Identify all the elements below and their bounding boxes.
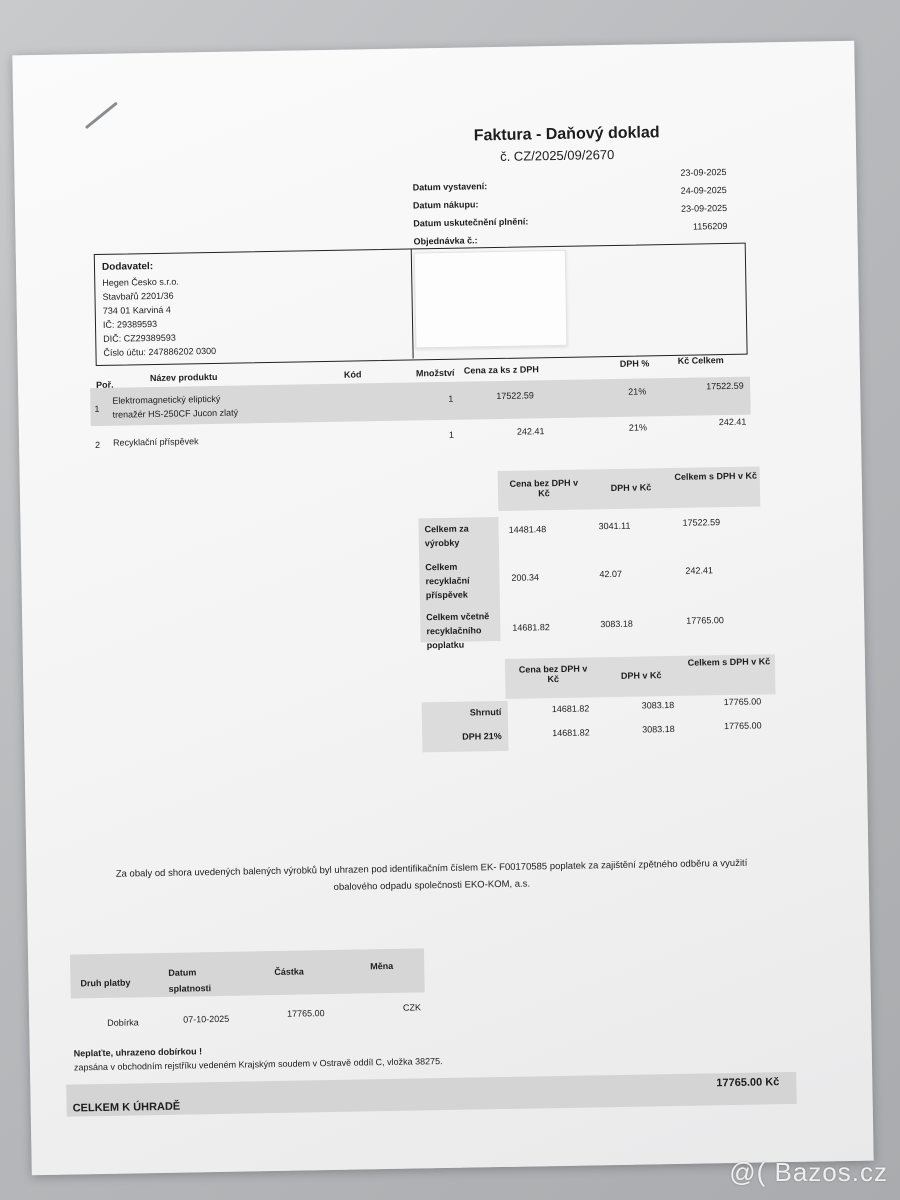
col-header-qty: Množství	[415, 367, 455, 379]
summary2-col-header: Celkem s DPH v Kč	[687, 656, 771, 668]
summary2-col-header: DPH v Kč	[620, 670, 662, 681]
row-total: 17522.59	[706, 380, 744, 392]
summary1-cell: 3041.11	[598, 520, 631, 532]
supplier-line: IČ: 29389593	[102, 318, 158, 330]
col-header-total: Kč Celkem	[677, 355, 724, 366]
registry-note: zapsána v obchodním rejstříku vedeném Krajským soudem v Ostravě oddíl C, vložka 38275.	[73, 1056, 443, 1073]
row-position: 1	[94, 403, 100, 415]
supplier-line: Stavbařů 2201/36	[102, 290, 174, 302]
summary1-cell: 3083.18	[600, 618, 633, 630]
summary1-cell: 242.41	[685, 565, 714, 576]
summary1-cell: 200.34	[511, 572, 540, 583]
col-header-product: Název produktu	[149, 371, 218, 384]
supplier-line: DIČ: CZ29389593	[103, 332, 176, 344]
row-position: 2	[95, 439, 101, 451]
supplier-line: 734 01 Karviná 4	[102, 304, 171, 316]
summary2-cell: 17765.00	[723, 696, 762, 708]
invoice-paper	[12, 41, 873, 1176]
summary2-row-label: Shrnutí	[469, 706, 502, 718]
invoice-title: Faktura - Daňový doklad	[473, 124, 660, 145]
summary1-cell: 14681.82	[512, 622, 550, 633]
row-product-name: Elektromagnetický eliptický	[112, 393, 221, 406]
payment-type: Dobírka	[107, 1017, 139, 1028]
row-vat: 21%	[628, 386, 647, 397]
bazos-watermark: @( Bazos.cz	[729, 1157, 888, 1187]
redaction-sticker	[414, 250, 568, 349]
meta-value: 23-09-2025	[680, 202, 728, 214]
summary1-row-label: Celkem recyklační příspěvek	[425, 561, 470, 601]
total-value: 17765.00 Kč	[716, 1076, 780, 1090]
summary1-col-header: DPH v Kč	[610, 482, 652, 494]
payment-amount: 17765.00	[286, 1008, 325, 1019]
meta-label: Objednávka č.:	[413, 235, 478, 247]
meta-label: Datum nákupu:	[412, 199, 479, 211]
summary2-cell: 14681.82	[551, 703, 590, 715]
row-qty: 1	[448, 393, 454, 404]
summary2-cell: 3083.18	[641, 699, 675, 711]
note-line: obalového odpadu společnosti EKO-KOM, a.s.	[333, 878, 531, 893]
row-product-name: Recyklační příspěvek	[112, 436, 199, 448]
summary1-cell: 17522.59	[682, 517, 721, 528]
meta-label: Datum vystavení:	[412, 181, 488, 193]
meta-value: 23-09-2025	[680, 166, 727, 178]
supplier-heading: Dodavatel:	[101, 261, 154, 273]
payment-col-header: Měna	[370, 960, 394, 972]
meta-value: 24-09-2025	[680, 184, 727, 196]
col-header-code: Kód	[343, 369, 362, 380]
row-price: 242.41	[516, 426, 545, 437]
summary1-row-label: Celkem za výrobky	[424, 523, 469, 549]
summary1-col-header: Celkem s DPH v Kč	[674, 470, 758, 482]
supplier-line: Číslo účtu: 247886202 0300	[103, 345, 217, 358]
supplier-line: Hegen Česko s.r.o.	[102, 276, 179, 288]
col-header-vat: DPH %	[619, 358, 650, 369]
staple	[85, 102, 118, 130]
row-price: 17522.59	[496, 390, 534, 402]
row-total: 242.41	[718, 416, 747, 428]
summary2-col-header: Cena bez DPH v Kč	[518, 663, 588, 685]
summary1-cell: 17765.00	[686, 615, 724, 626]
summary1-cell: 42.07	[599, 568, 623, 580]
row-vat: 21%	[628, 422, 647, 433]
invoice-number: č. CZ/2025/09/2670	[499, 146, 615, 164]
note-line: Za obaly od shora uvedených balených výrobků byl uhrazen pod identifikačním číslem EK- F00170585 poplatek za zajištění zpětného odběru a využití	[115, 857, 748, 880]
col-header-price: Cena za ks z DPH	[463, 364, 539, 376]
payment-col-header: Částka	[274, 966, 304, 977]
summary2-cell: 17765.00	[724, 720, 762, 732]
eko-kom-note	[66, 854, 796, 901]
row-qty: 1	[448, 429, 455, 440]
col-header-position: Poř.	[95, 379, 114, 391]
payment-col-header: Datum splatnosti	[168, 967, 212, 994]
summary2-cell: 3083.18	[642, 723, 675, 735]
payment-warning: Neplaťte, uhrazeno dobírkou !	[73, 1046, 203, 1059]
payment-currency: CZK	[402, 1002, 422, 1013]
summary2-row-label: DPH 21%	[462, 730, 502, 742]
row-product-name-2: trenažér HS-250CF Jucon zlatý	[112, 407, 239, 420]
meta-label: Datum uskutečnění plnění:	[413, 216, 529, 229]
summary1-row-label: Celkem včetně recyklačního poplatku	[426, 611, 490, 651]
total-label: CELKEM K ÚHRADĚ	[72, 1100, 181, 1115]
meta-value: 1156209	[692, 220, 728, 232]
payment-col-header: Druh platby	[80, 977, 131, 989]
payment-header-bg	[70, 948, 425, 998]
payment-due: 07-10-2025	[183, 1013, 230, 1025]
summary1-col-header: Cena bez DPH v Kč	[509, 477, 579, 499]
summary2-cell: 14681.82	[552, 727, 590, 739]
summary1-cell: 14481.48	[508, 524, 547, 535]
